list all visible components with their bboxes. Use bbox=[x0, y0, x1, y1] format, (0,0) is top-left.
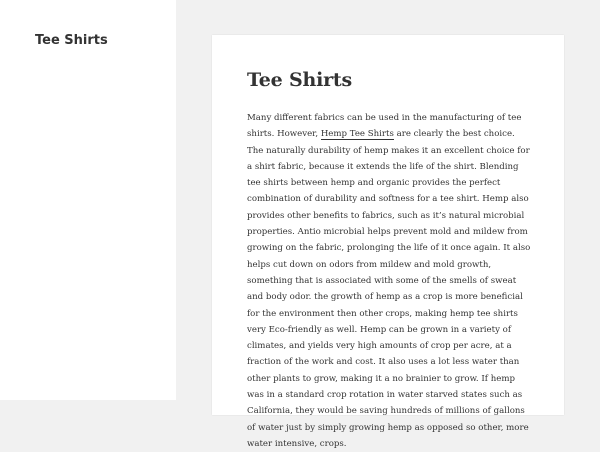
post-title: Tee Shirts bbox=[247, 69, 352, 91]
sidebar bbox=[0, 0, 176, 400]
post-body-text-before-link: Many different fabrics can be used in the manufacturing of tee shirts. However, bbox=[247, 113, 522, 140]
post-body bbox=[247, 110, 531, 452]
hemp-tee-shirts-link[interactable]: Hemp Tee Shirts bbox=[320, 129, 394, 140]
post-body-text-after-link: are clearly the best choice. The naturally durability of hemp makes it an excellent choice for a shirt fabric, because it extends the life of the shirt. Blending tee shirts between hemp and organic provides the perfect combination of durability and softness for a tee shirt. Hemp also provides other benefits to fabrics, such as it’s natural microbial properties. Antio microbial helps prevent mold and mildew from growing on the fabric, prolonging the life of it once again. It also helps cut down on odors from mildew and mold growth, something that is associated with some of the smells of sweat and body odor. the growth of hemp as a crop is more beneficial for the environment then other crops, making hemp tee shirts very Eco-friendly as well. Hemp can be grown in a variety of climates, and yields very high amounts of crop per acre, at a fraction of the work and cost. It also uses a lot less water than other plants to grow, making it a no brainier to grow. If hemp was in a standard crop rotation in water starved states such as California, they would be saving hundreds of millions of gallons of water just by simply growing hemp as opposed so other, more water intensive, crops. bbox=[247, 129, 531, 449]
post-card bbox=[212, 35, 564, 449]
site-title-link[interactable]: Tee Shirts bbox=[35, 33, 108, 48]
